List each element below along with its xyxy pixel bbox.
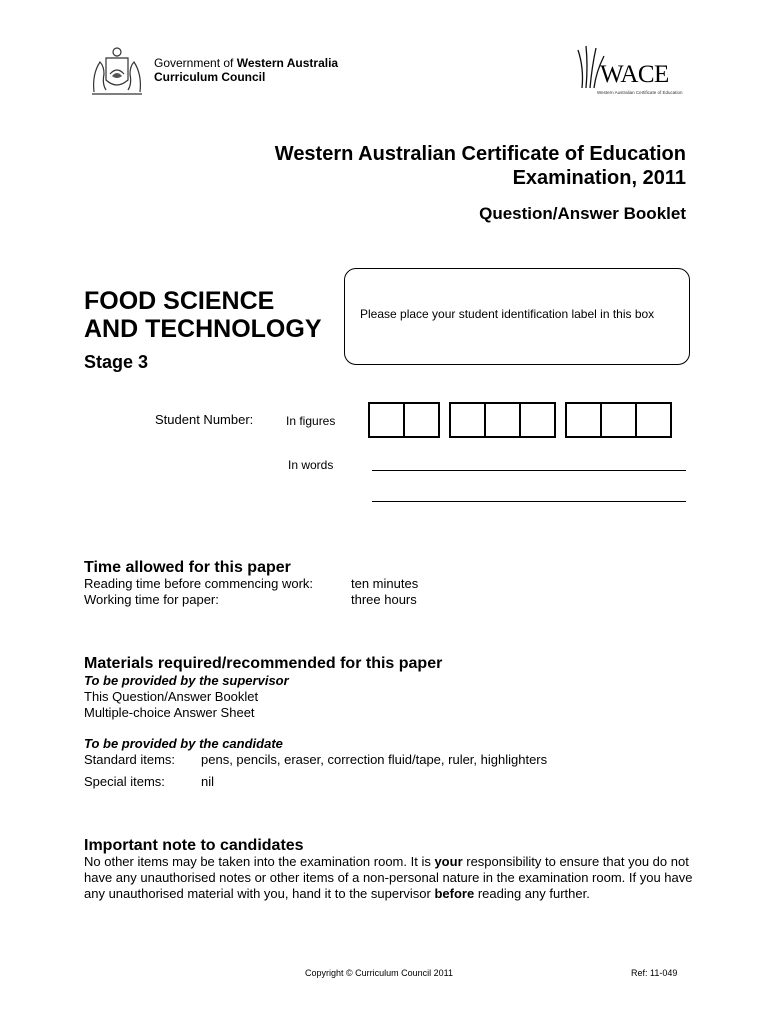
wace-logo-text: WACE [600, 61, 669, 88]
in-figures-label: In figures [286, 414, 336, 428]
reading-time-label: Reading time before commencing work: [84, 576, 314, 591]
reference-number: Ref: 11-049 [631, 968, 678, 978]
reading-time-value: ten minutes [351, 576, 419, 591]
wace-logo-subtitle: Western Australian Certificate of Education [597, 90, 683, 95]
digit-box[interactable] [565, 402, 602, 438]
special-items-label: Special items: [84, 774, 165, 789]
booklet-type: Question/Answer Booklet [479, 204, 686, 223]
digit-box[interactable] [600, 402, 637, 438]
supervisor-item: This Question/Answer Booklet [84, 689, 259, 704]
standard-items-label: Standard items: [84, 752, 176, 767]
supervisor-item: Multiple-choice Answer Sheet [84, 705, 255, 720]
digit-box[interactable] [519, 402, 556, 438]
working-time-value: three hours [351, 592, 417, 607]
government-name: Government of Western Australia [154, 56, 339, 70]
copyright-notice: Copyright © Curriculum Council 2011 [305, 968, 454, 978]
council-name: Curriculum Council [154, 70, 266, 84]
special-items-value: nil [201, 774, 215, 789]
digit-group [565, 402, 672, 438]
examination-year: Examination, 2011 [512, 167, 686, 189]
working-time-label: Working time for paper: [84, 592, 219, 607]
student-number-label: Student Number: [155, 412, 254, 427]
student-number-digit-boxes [368, 402, 681, 438]
supervisor-subheading: To be provided by the supervisor [84, 673, 289, 688]
stage-label: Stage 3 [84, 352, 149, 372]
important-note-text: No other items may be taken into the examination room. It is your responsibility to ensure that you do not have any unauthorised notes or other items of a non-personal nature in the examination room. If you have any unauthorised material with you, hand it to the supervisor before reading any further. [84, 854, 693, 901]
important-note-heading: Important note to candidates [84, 837, 304, 854]
standard-items-value: pens, pencils, eraser, correction fluid/tape, ruler, highlighters [201, 752, 548, 767]
subject-title-line1: FOOD SCIENCE [84, 287, 275, 315]
time-allowed-heading: Time allowed for this paper [84, 559, 291, 576]
digit-box[interactable] [484, 402, 521, 438]
candidate-subheading: To be provided by the candidate [84, 736, 283, 751]
in-words-label: In words [288, 458, 334, 472]
digit-group [368, 402, 440, 438]
subject-title-line2: AND TECHNOLOGY [84, 315, 322, 343]
id-box-instruction: Please place your student identification label in this box [360, 307, 655, 321]
digit-group [449, 402, 556, 438]
certificate-title: Western Australian Certificate of Education [274, 143, 686, 165]
digit-box[interactable] [635, 402, 672, 438]
in-words-line-2[interactable] [372, 501, 686, 502]
coat-of-arms-logo [86, 44, 148, 100]
materials-heading: Materials required/recommended for this paper [84, 655, 443, 672]
digit-box[interactable] [368, 402, 405, 438]
in-words-line-1[interactable] [372, 470, 686, 471]
digit-box[interactable] [449, 402, 486, 438]
digit-box[interactable] [403, 402, 440, 438]
